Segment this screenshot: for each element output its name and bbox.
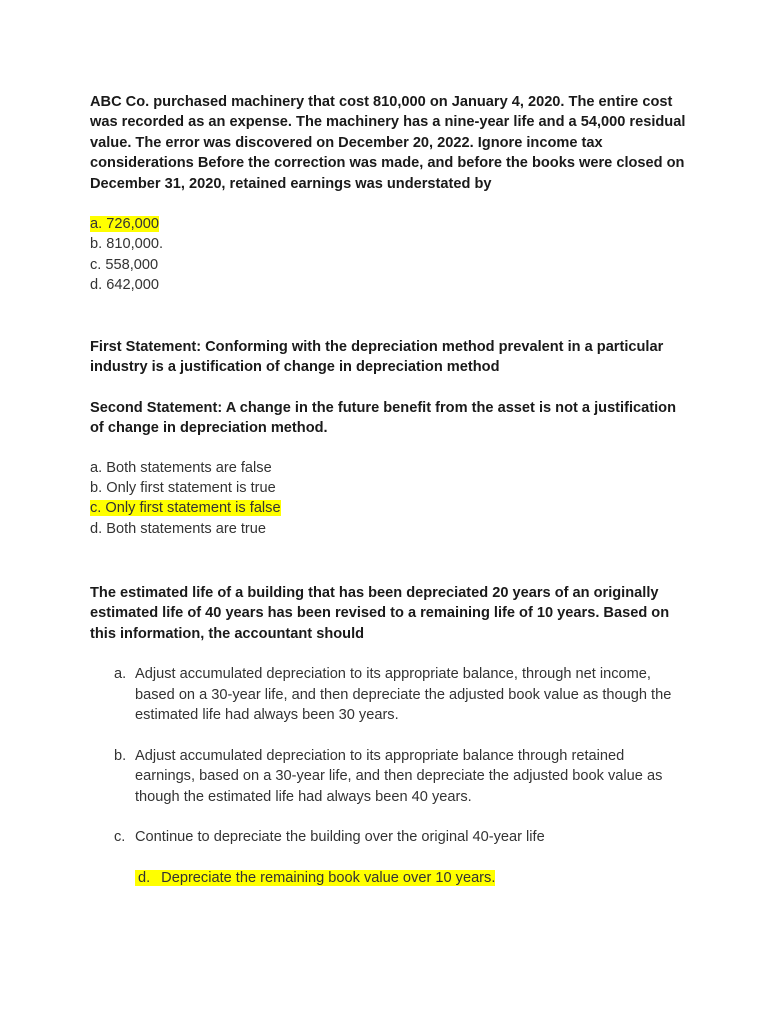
option-text: Continue to depreciate the building over the original 40-year life: [135, 829, 545, 846]
highlighted-answer: a. 726,000: [90, 216, 159, 233]
highlighted-answer: [135, 870, 495, 886]
option-letter: c.: [114, 829, 126, 846]
question-2-option-c: [90, 498, 690, 518]
question-2-option-a: a. Both statements are false: [90, 459, 272, 476]
question-2-option-d: d. Both statements are true: [90, 520, 267, 537]
question-1-option-b: b. 810,000.: [90, 236, 164, 253]
question-2-options: [90, 458, 690, 540]
option-text: Adjust accumulated depreciation to its appropriate balance, through net income, based on a 30-year life, and then depreciate the adjusted book value as though the estimated life had always been 30 years.: [135, 666, 672, 724]
question-2-option-b: b. Only first statement is true: [90, 480, 276, 497]
option-text: Depreciate the remaining book value over 10 years.: [161, 870, 496, 887]
question-1-option-c: c. 558,000: [90, 256, 159, 273]
question-2-second-statement: Second Statement: A change in the future benefit from the asset is not a justification of change in depreciation method.: [90, 399, 676, 437]
question-3-option-b: [90, 746, 685, 807]
question-1-option-a: [90, 214, 690, 234]
option-letter: b.: [114, 747, 127, 764]
question-3-option-d: [111, 868, 690, 888]
question-3-option-c: [90, 827, 685, 847]
question-3-options: [90, 664, 690, 888]
option-letter: d.: [138, 870, 151, 887]
question-1: [90, 92, 690, 296]
question-2-first-statement: First Statement: Conforming with the depreciation method prevalent in a particular industry is a justification of change in depreciation method: [90, 339, 664, 376]
option-letter: a.: [114, 666, 127, 683]
question-1-stem: ABC Co. purchased machinery that cost 810,000 on January 4, 2020. The entire cost was recorded as an expense. The machinery has a nine-year life and a 54,000 residual value. The error was discovered on December 20, 2022. Ignore income tax considerations Before the correction was made, and before the books were closed on December 31, 2020, retained earnings was understated by: [90, 94, 686, 192]
question-1-option-d: d. 642,000: [90, 277, 159, 294]
question-3-option-a: [90, 664, 685, 725]
question-1-options: [90, 214, 690, 296]
highlighted-answer: c. Only first statement is false: [90, 500, 281, 517]
question-3-stem: The estimated life of a building that has been depreciated 20 years of an originally estimated life of 40 years has been revised to a remaining life of 10 years. Based on this information, the accountant should: [90, 585, 670, 642]
question-2: [90, 337, 690, 539]
question-3: [90, 583, 690, 909]
option-text: Adjust accumulated depreciation to its appropriate balance through retained earnings, based on a 30-year life, and then depreciate the adjusted book value as though the estimated life had always been 40 years.: [135, 747, 663, 805]
